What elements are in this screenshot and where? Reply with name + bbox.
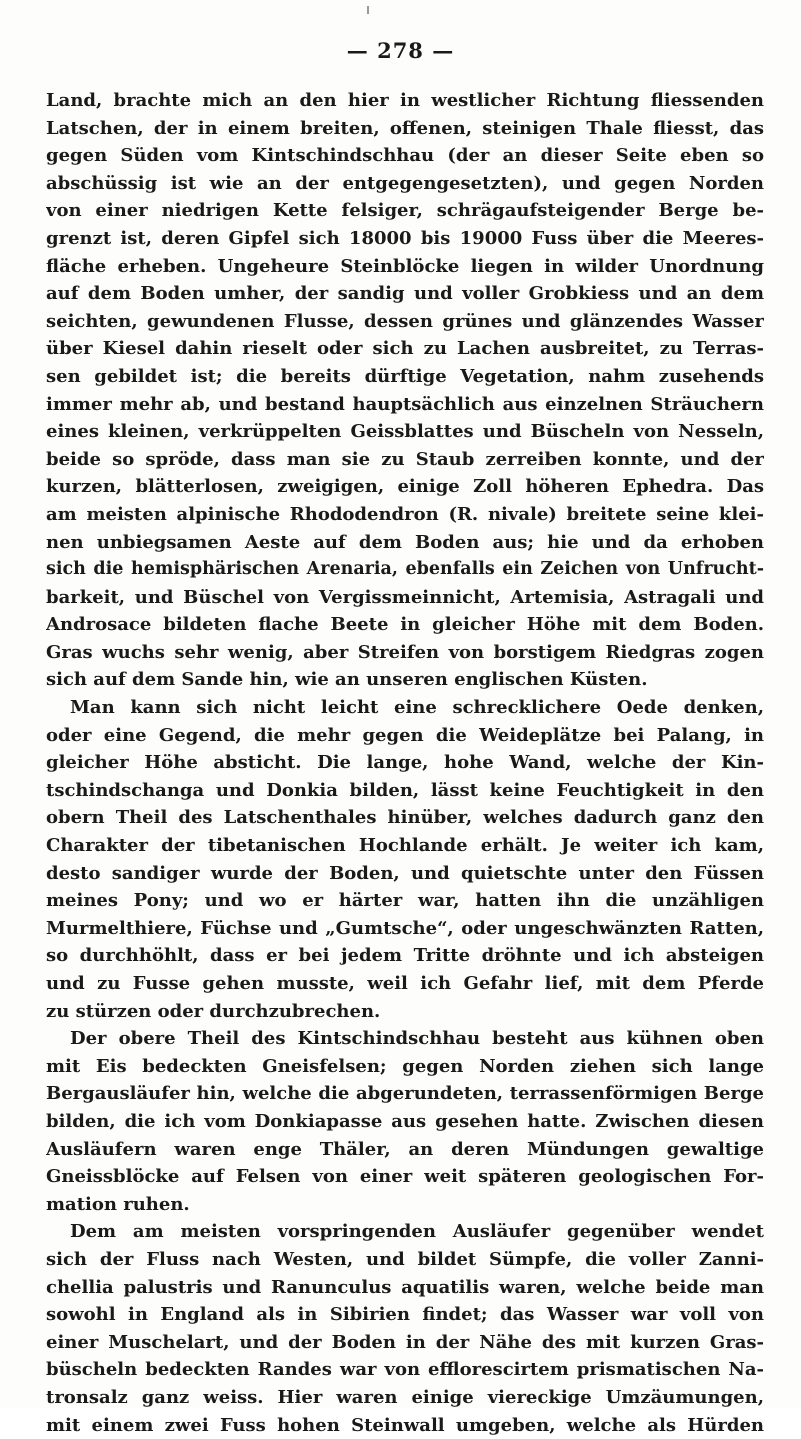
text-line: Land, brachte mich an den hier in westlicher Richtung fliessenden [46,87,764,115]
text-line: tschindschanga und Donkia bilden, lässt keine Feuchtigkeit in den [46,777,764,805]
text-line: chellia palustris und Ranunculus aquatilis waren, welche beide man [46,1274,764,1302]
text-line: Ausläufern waren enge Thäler, an deren Mündungen gewaltige [46,1136,764,1164]
text-line: mit einem zwei Fuss hohen Steinwall umgeben, welche als Hürden [46,1412,764,1439]
text-line: über Kiesel dahin rieselt oder sich zu Lachen ausbreitet, zu Terras- [46,335,764,363]
text-line: sowohl in England als in Sibirien findet; das Wasser war voll von [46,1301,764,1329]
text-line: Gneissblöcke auf Felsen von einer weit späteren geologischen For- [46,1163,764,1191]
text-line: Der obere Theil des Kintschindschhau besteht aus kühnen oben [46,1025,764,1053]
scan-artifact-mark [367,6,369,14]
page-number: — 278 — [0,38,801,63]
text-line: sich auf dem Sande hin, wie an unseren englischen Küsten. [46,666,764,694]
text-line: grenzt ist, deren Gipfel sich 18000 bis 19000 Fuss über die Meeres- [46,225,764,253]
text-line: immer mehr ab, und bestand hauptsächlich aus einzelnen Sträuchern [46,391,764,419]
text-line: oder eine Gegend, die mehr gegen die Weideplätze bei Palang, in [46,722,764,750]
text-line: büscheln bedeckten Randes war von efflorescirtem prismatischen Na- [46,1356,764,1384]
text-line: Bergausläufer hin, welche die abgerundeten, terrassenförmigen Berge [46,1080,764,1108]
text-line: obern Theil des Latschenthales hinüber, welches dadurch ganz den [46,804,764,832]
text-line: Murmelthiere, Füchse und „Gumtsche“, oder ungeschwänzten Ratten, [46,915,764,943]
text-line: mation ruhen. [46,1191,764,1219]
text-line: meines Pony; und wo er härter war, hatten ihn die unzähligen [46,887,764,915]
text-line: beide so spröde, dass man sie zu Staub zerreiben konnte, und der [46,446,764,474]
text-line: sich der Fluss nach Westen, und bildet Sümpfe, die voller Zanni- [46,1246,764,1274]
text-line: Charakter der tibetanischen Hochlande erhält. Je weiter ich kam, [46,832,764,860]
text-line: seichten, gewundenen Flusse, dessen grünes und glänzendes Wasser [46,308,764,336]
text-line: Dem am meisten vorspringenden Ausläufer gegenüber wendet [46,1218,764,1246]
text-line: mit Eis bedeckten Gneisfelsen; gegen Norden ziehen sich lange [46,1053,764,1081]
text-line: Androsace bildeten flache Beete in gleicher Höhe mit dem Boden. [46,611,764,639]
text-line: nen unbiegsamen Aeste auf dem Boden aus; hie und da erhoben [46,529,764,557]
text-line: fläche erheben. Ungeheure Steinblöcke liegen in wilder Unordnung [46,253,764,281]
text-line: Latschen, der in einem breiten, offenen, steinigen Thale fliesst, das [46,115,764,143]
text-line: eines kleinen, verkrüppelten Geissblattes und Büscheln von Nesseln, [46,418,764,446]
text-line: abschüssig ist wie an der entgegengesetzten), und gegen Norden [46,170,764,198]
text-line: bilden, die ich vom Donkiapasse aus gesehen hatte. Zwischen diesen [46,1108,764,1136]
text-line: gegen Süden vom Kintschindschhau (der an dieser Seite eben so [46,142,764,170]
text-line: auf dem Boden umher, der sandig und voller Grobkiess und an dem [46,280,764,308]
text-line: so durchhöhlt, dass er bei jedem Tritte dröhnte und ich absteigen [46,942,764,970]
text-line: gleicher Höhe absticht. Die lange, hohe Wand, welche der Kin- [46,749,764,777]
text-line: am meisten alpinische Rhododendron (R. nivale) breitete seine klei- [46,501,764,529]
text-line: desto sandiger wurde der Boden, und quietschte unter den Füssen [46,860,764,888]
text-line: tronsalz ganz weiss. Hier waren einige viereckige Umzäumungen, [46,1384,764,1412]
text-line: und zu Fusse gehen musste, weil ich Gefahr lief, mit dem Pferde [46,970,764,998]
text-line: Gras wuchs sehr wenig, aber Streifen von borstigem Riedgras zogen [46,639,764,667]
body-text [46,87,764,1439]
text-line: zu stürzen oder durchzubrechen. [46,998,764,1026]
text-line: kurzen, blätterlosen, zweigigen, einige Zoll höheren Ephedra. Das [46,473,764,501]
text-line: sich die hemisphärischen Arenaria, ebenfalls ein Zeichen von Unfrucht- [46,556,764,584]
text-line: Man kann sich nicht leicht eine schrecklichere Oede denken, [46,694,764,722]
text-line: barkeit, und Büschel von Vergissmeinnicht, Artemisia, Astragali und [46,584,764,612]
text-line: von einer niedrigen Kette felsiger, schrägaufsteigender Berge be- [46,197,764,225]
text-line: einer Muschelart, und der Boden in der Nähe des mit kurzen Gras- [46,1329,764,1357]
text-line: sen gebildet ist; die bereits dürftige Vegetation, nahm zusehends [46,363,764,391]
